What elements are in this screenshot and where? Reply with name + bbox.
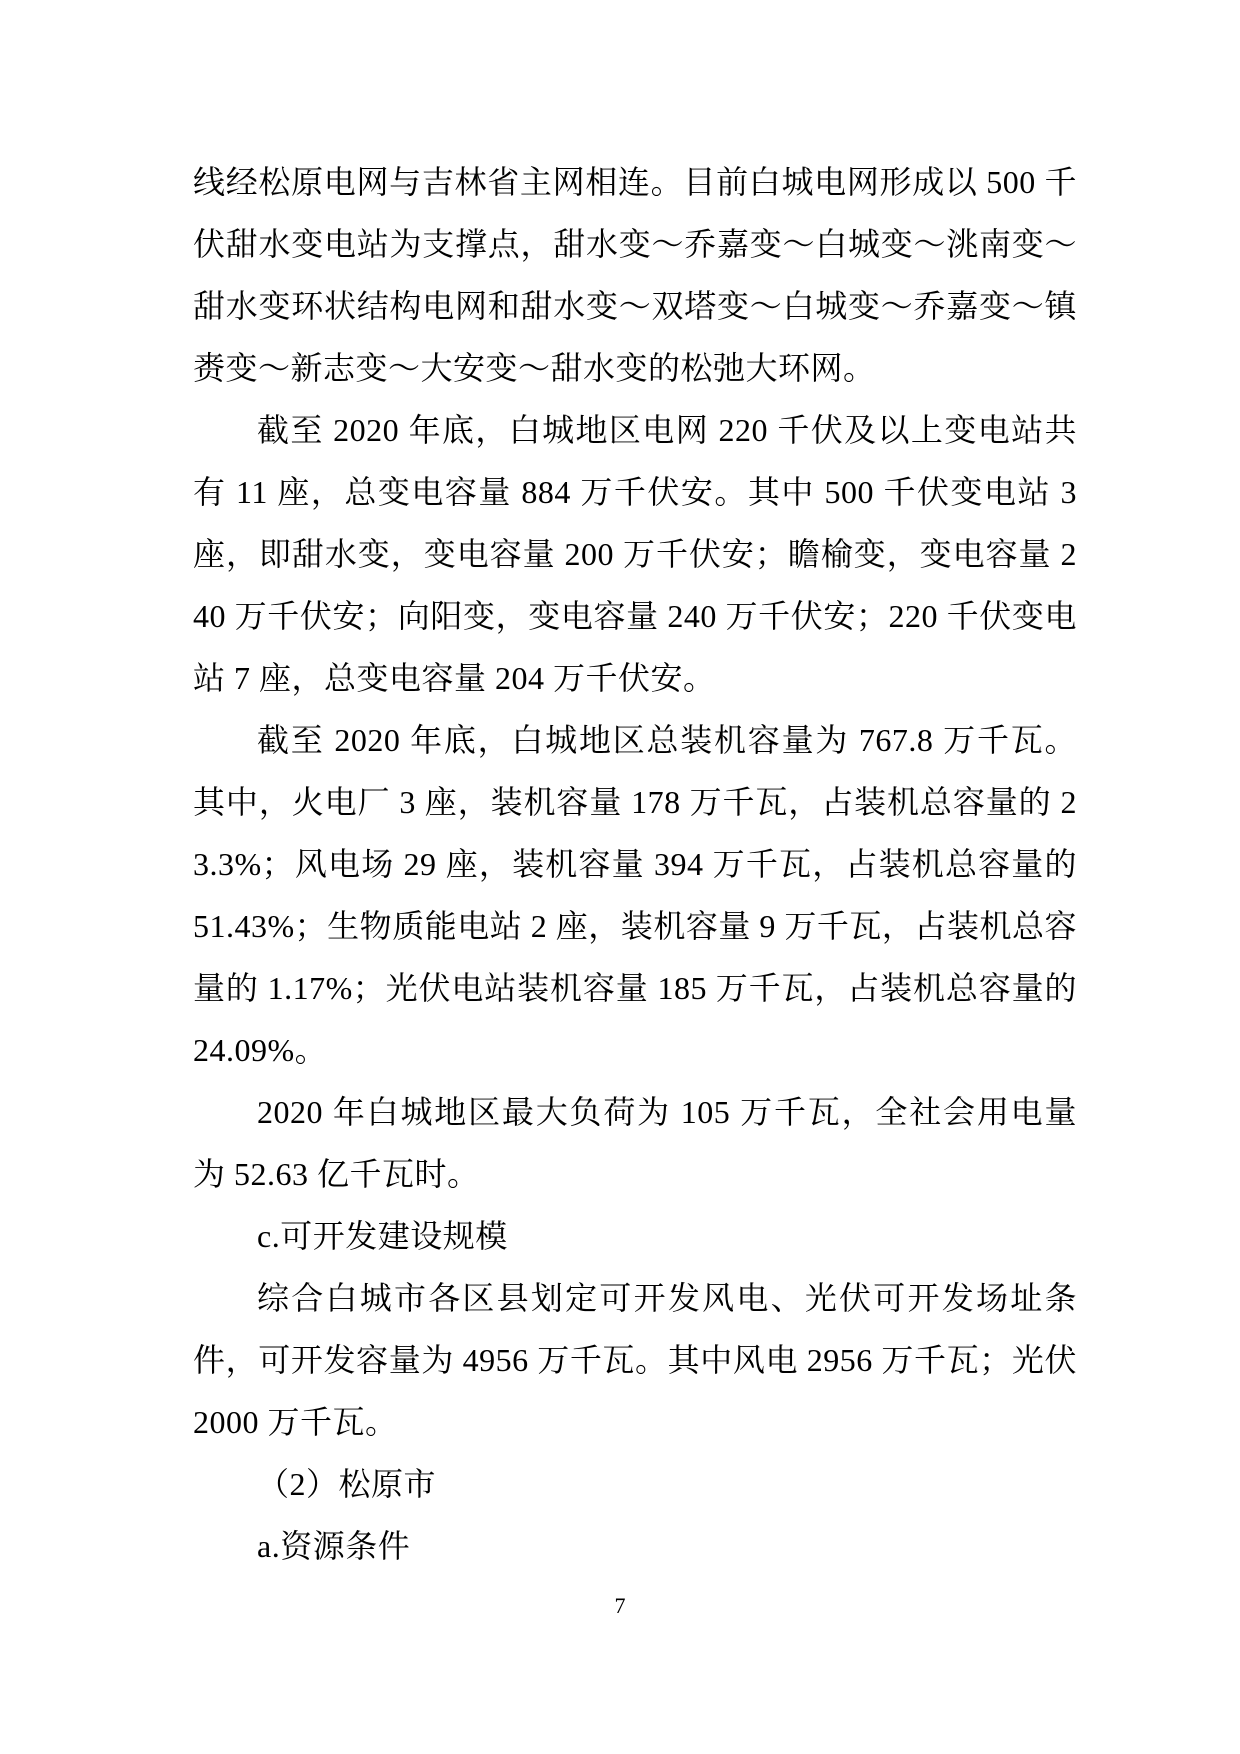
document-content [193, 151, 1077, 1577]
paragraph-heading-songyuan: （2）松原市 [257, 1466, 437, 1502]
paragraph: 综合白城市各区县划定可开发风电、光伏可开发场址条件，可开发容量为 4956 万千瓦。其中风电 2956 万千瓦；光伏 2000 万千瓦。 [193, 1280, 1077, 1440]
paragraph-heading-a: a.资源条件 [257, 1528, 411, 1564]
paragraph: 截至 2020 年底，白城地区电网 220 千伏及以上变电站共有 11 座，总变电容量 884 万千伏安。其中 500 千伏变电站 3 座，即甜水变，变电容量 200 万千伏安；瞻榆变，变电容量 240 万千伏安；向阳变，变电容量 240 万千伏安；220 千伏变电站 7 座，总变电容量 204 万千伏安。 [193, 412, 1077, 696]
page-number: 7 [614, 1593, 626, 1618]
paragraph: 截至 2020 年底，白城地区总装机容量为 767.8 万千瓦。其中，火电厂 3 座，装机容量 178 万千瓦，占装机总容量的 23.3%；风电场 29 座，装机容量 394 万千瓦，占装机总容量的 51.43%；生物质能电站 2 座，装机容量 9 万千瓦，占装机总容量的 1.17%；光伏电站装机容量 185 万千瓦，占装机总容量的 24.09%。 [193, 722, 1077, 1068]
paragraph-heading-c: c.可开发建设规模 [257, 1218, 508, 1254]
paragraph: 2020 年白城地区最大负荷为 105 万千瓦，全社会用电量为 52.63 亿千瓦时。 [193, 1094, 1077, 1192]
paragraph: 线经松原电网与吉林省主网相连。目前白城电网形成以 500 千伏甜水变电站为支撑点，甜水变～乔嘉变～白城变～洮南变～甜水变环状结构电网和甜水变～双塔变～白城变～乔嘉变～镇赉变～新志变～大安变～甜水变的松弛大环网。 [193, 164, 1077, 386]
